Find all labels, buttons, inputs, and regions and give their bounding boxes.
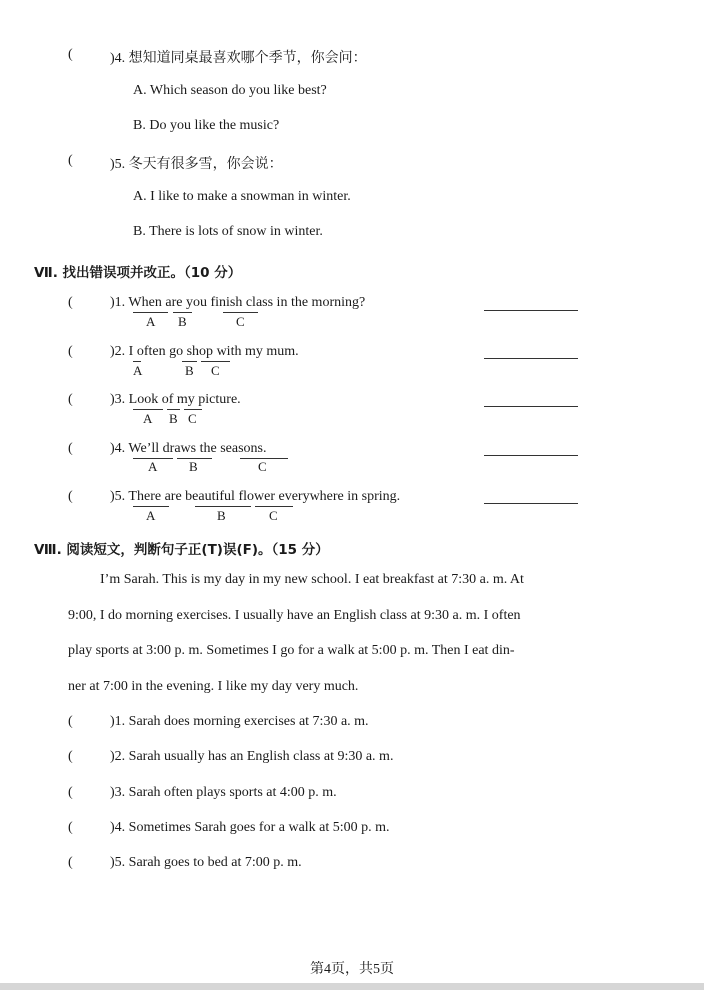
question-7-3 (110, 392, 241, 408)
question-number: )2. (110, 344, 126, 359)
answer-blank[interactable] (484, 455, 578, 456)
option-word-a: There (128, 489, 162, 504)
option-b: B. There is lots of snow in winter. (133, 224, 323, 239)
option-b: B. Do you like the music? (133, 118, 280, 133)
label-b: B (189, 459, 198, 474)
label-a: A (146, 508, 156, 523)
section-7-heading: Ⅶ. 找出错误项并改正。（10 分） (34, 265, 242, 281)
question-6-5-text: )5. 冬天有很多雪，你会说： (110, 157, 283, 172)
question-7-2 (110, 344, 299, 360)
answer-paren[interactable]: ( (68, 344, 73, 359)
question-number: )1. (110, 295, 126, 310)
answer-paren[interactable]: ( (68, 153, 73, 168)
label-a: A (143, 411, 153, 426)
question-text: the (196, 441, 221, 456)
label-a: A (133, 363, 143, 378)
passage-line: I’m Sarah. This is my day in my new school. I eat breakfast at 7:30 a. m. At (100, 572, 524, 587)
underline-c (255, 506, 293, 507)
answer-paren[interactable]: ( (68, 785, 73, 800)
option-word-a: I (128, 344, 134, 359)
question-text: . (263, 441, 267, 456)
question-8-4-text: )4. Sometimes Sarah goes for a walk at 5:00 p. m. (110, 820, 390, 835)
underline-c (184, 409, 202, 410)
underline-b (173, 312, 192, 313)
underline-c (201, 361, 230, 362)
answer-paren[interactable]: ( (68, 392, 73, 407)
label-b: B (178, 314, 187, 329)
question-8-2-text: )2. Sarah usually has an English class at 9:30 a. m. (110, 749, 394, 764)
answer-paren[interactable]: ( (68, 489, 73, 504)
scroll-track[interactable] (0, 983, 704, 990)
underline-b (195, 506, 251, 507)
question-text: often (133, 344, 170, 359)
label-b: B (169, 411, 178, 426)
option-word-c: my (176, 392, 195, 407)
label-a: A (146, 314, 156, 329)
label-c: C (258, 459, 267, 474)
answer-paren[interactable]: ( (68, 749, 73, 764)
section-8-heading: Ⅷ. 阅读短文，判断句子正(T)误(F)。（15 分） (34, 542, 329, 558)
label-c: C (236, 314, 245, 329)
question-text: you (182, 295, 211, 310)
option-word-a: We’ll (128, 441, 160, 456)
answer-paren[interactable]: ( (68, 714, 73, 729)
passage-line: ner at 7:00 in the evening. I like my day very much. (68, 679, 359, 694)
underline-a (133, 361, 141, 362)
question-text: class in the morning? (242, 295, 366, 310)
option-a: A. Which season do you like best? (133, 83, 327, 98)
answer-blank[interactable] (484, 503, 578, 504)
answer-paren[interactable]: ( (68, 820, 73, 835)
question-text: with my mum. (213, 344, 299, 359)
option-word-a: Look (128, 392, 159, 407)
question-8-3-text: )3. Sarah often plays sports at 4:00 p. m. (110, 785, 337, 800)
option-word-c: shop (186, 344, 214, 359)
option-word-b: draws (162, 441, 197, 456)
passage-line: play sports at 3:00 p. m. Sometimes I go for a walk at 5:00 p. m. Then I eat din- (68, 643, 515, 658)
question-text: everywhere in spring. (274, 489, 401, 504)
label-b: B (185, 363, 194, 378)
question-8-5-text: )5. Sarah goes to bed at 7:00 p. m. (110, 855, 302, 870)
label-b: B (217, 508, 226, 523)
option-word-b: go (169, 344, 184, 359)
answer-blank[interactable] (484, 406, 578, 407)
answer-paren[interactable]: ( (68, 295, 73, 310)
question-text: picture. (194, 392, 241, 407)
question-number: )4. (110, 441, 126, 456)
underline-a (133, 506, 169, 507)
label-c: C (211, 363, 220, 378)
question-number: )5. (110, 489, 126, 504)
question-7-4 (110, 441, 267, 457)
question-7-1 (110, 295, 365, 311)
page-number: 第4页，共5页 (310, 962, 394, 977)
option-word-c: flower (238, 489, 275, 504)
option-word-c: finish (210, 295, 243, 310)
underline-a (133, 312, 168, 313)
answer-paren[interactable]: ( (68, 441, 73, 456)
question-7-5 (110, 489, 400, 505)
option-word-b: are (165, 295, 183, 310)
passage-line: 9:00, I do morning exercises. I usually have an English class at 9:30 a. m. I often (68, 608, 521, 623)
answer-paren[interactable]: ( (68, 855, 73, 870)
question-6-4-text: )4. 想知道同桌最喜欢哪个季节，你会问： (110, 51, 367, 66)
answer-paren[interactable]: ( (68, 47, 73, 62)
option-word-a: When (128, 295, 162, 310)
answer-blank[interactable] (484, 310, 578, 311)
option-word-b: beautiful (185, 489, 235, 504)
option-word-c: seasons (220, 441, 263, 456)
label-c: C (188, 411, 197, 426)
label-c: C (269, 508, 278, 523)
question-number: )3. (110, 392, 126, 407)
underline-c (223, 312, 258, 313)
answer-blank[interactable] (484, 358, 578, 359)
option-word-b: of (161, 392, 174, 407)
underline-b (167, 409, 180, 410)
underline-b (182, 361, 197, 362)
label-a: A (148, 459, 158, 474)
question-text: are (161, 489, 186, 504)
option-a: A. I like to make a snowman in winter. (133, 189, 351, 204)
underline-a (133, 409, 163, 410)
question-8-1-text: )1. Sarah does morning exercises at 7:30 a. m. (110, 714, 369, 729)
